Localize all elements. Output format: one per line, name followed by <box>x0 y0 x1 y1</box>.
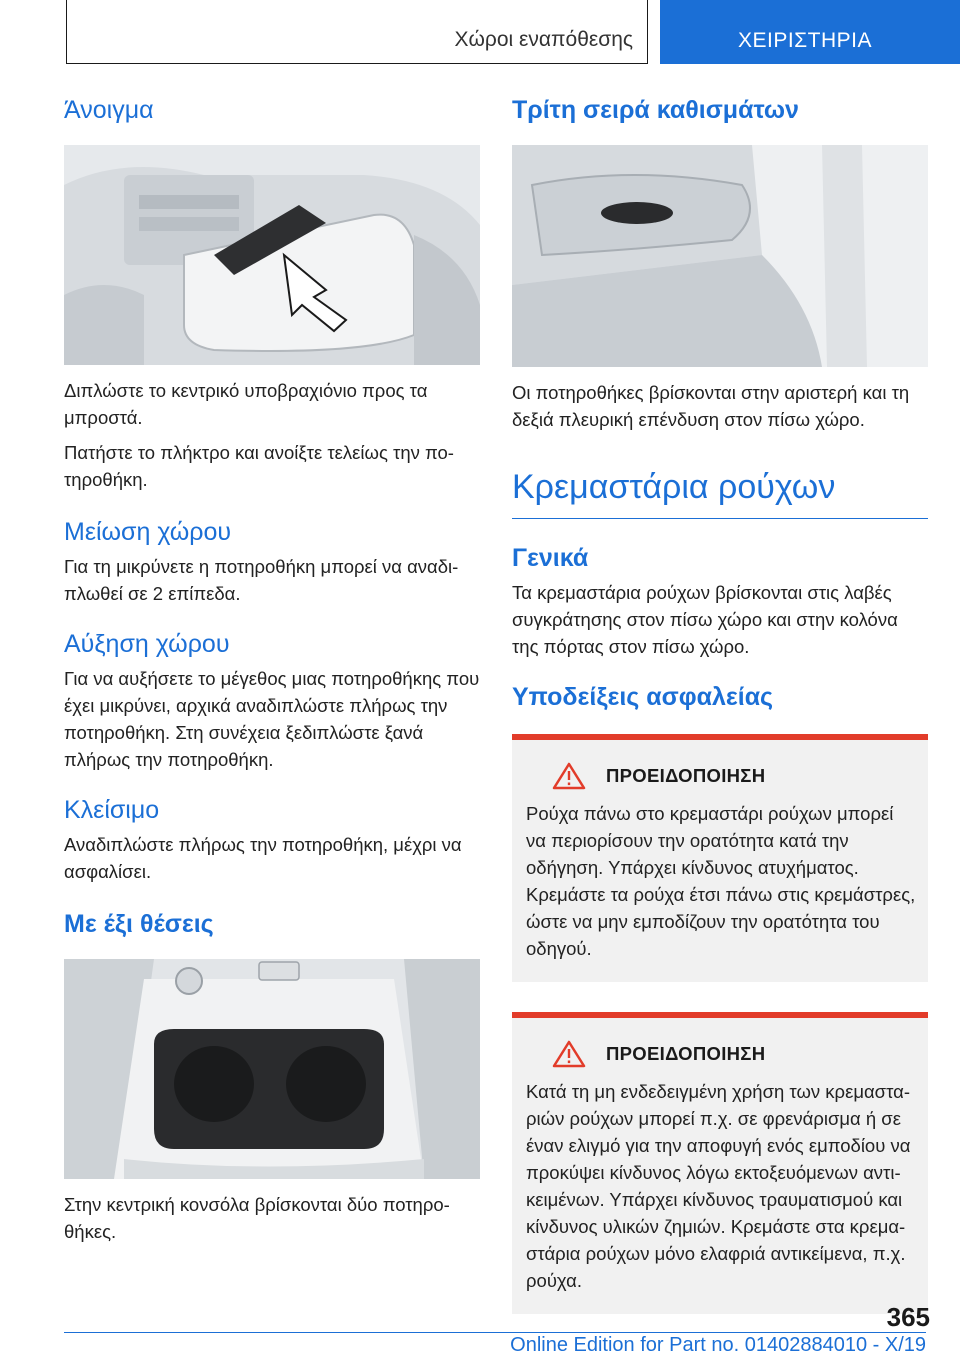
general-text: Τα κρεμαστάρια ρούχων βρίσκονται στις λαβές συγκράτησης στον πίσω χώρο και στην κολόνα της πόρτας στον πίσω χώρο. <box>512 581 898 657</box>
close-title: Κλείσιμο <box>64 796 160 824</box>
page-header <box>0 0 960 66</box>
cupholder-console-photo <box>64 959 480 1179</box>
enlarge-text: Για να αυξήσετε το μέγεθος μιας ποτηροθήκης που έχει μικρύνει, αρχικά αναδιπλώστε πλήρως την ποτηροθήκη. Στη συνέχεια ξεδιπλώστε ξανά πλήρως την ποτηροθήκη. <box>64 668 480 770</box>
close-text: Αναδιπλώστε πλήρως την ποτηροθήκη, μέχρι να ασφαλίσει. <box>64 834 462 882</box>
safety-title: Υποδείξεις ασφαλείας <box>512 682 774 711</box>
header-section-box <box>66 0 648 64</box>
warning-box-1 <box>512 734 928 982</box>
header-manual-title: ΧΕΙΡΙΣΤΗΡΙΑ <box>737 29 872 52</box>
armrest-photo <box>64 145 480 365</box>
warning-1-label: ΠΡΟΕΙΔΟΠΟΙΗΣΗ <box>606 764 766 786</box>
six-seats-text: Στην κεντρική κονσόλα βρίσκονται δύο ποτηρο-θήκες. <box>64 1194 450 1242</box>
warning-2-label: ΠΡΟΕΙΔΟΠΟΙΗΣΗ <box>606 1042 766 1064</box>
reduce-text: Για τη μικρύνετε η ποτηροθήκη μπορεί να αναδι-πλωθεί σε 2 επίπεδα. <box>64 556 459 604</box>
warning-box-2 <box>512 1012 928 1314</box>
third-row-photo <box>512 145 928 367</box>
page-number: 365 <box>886 1302 930 1332</box>
header-section-title: Χώροι εναπόθεσης <box>454 28 633 51</box>
opening-text-2: Πατήστε το πλήκτρο και ανοίξτε τελείως την πο-τηροθήκη. <box>64 442 454 490</box>
right-column <box>512 95 928 1314</box>
footer-rule <box>64 1332 926 1333</box>
warning-triangle-icon <box>552 1040 586 1068</box>
warning-1-text: Ρούχα πάνω στο κρεμαστάρι ρούχων μπορεί να περιορίσουν την ορατότητα κατά την οδήγηση. Υπάρχει κίνδυνος ατυχήματος. Κρεμάστε τα ρούχα έτσι πάνω στις κρεμάστρες, ώστε να μην εμποδίζουν την ορατότητα του οδηγού. <box>526 802 916 959</box>
opening-title: Άνοιγμα <box>64 96 154 124</box>
warning-triangle-icon <box>552 762 586 790</box>
hangers-title: Κρεμαστάρια ρούχων <box>512 467 928 519</box>
reduce-title: Μείωση χώρου <box>64 518 232 546</box>
third-row-title: Τρίτη σειρά καθισμάτων <box>512 96 799 124</box>
six-seats-title: Με έξι θέσεις <box>64 910 214 938</box>
left-column <box>64 95 480 1245</box>
header-manual-tab <box>660 0 960 64</box>
warning-2-text: Κατά τη μη ενδεδειγμένη χρήση των κρεμαστα-ριών ρούχων μπορεί π.χ. σε φρενάρισμα ή σε έναν ελιγμό για την αποφυγή ενός εμποδίου να προκύψει κίνδυνος λόγω εκτοξευόμενων αντι-κειμένων. Υπάρχει κίνδυνος τραυματισμού και κίνδυνος υλικών ζημιών. Κρεμάστε στα κρεμα-στάρια ρούχων μόνο ελαφριά αντικείμενα, π.χ. ρούχα. <box>526 1080 911 1291</box>
enlarge-title: Αύξηση χώρου <box>64 630 230 658</box>
opening-text-1: Διπλώστε το κεντρικό υποβραχιόνιο προς τα μπροστά. <box>64 380 428 428</box>
third-row-text: Οι ποτηροθήκες βρίσκονται στην αριστερή και τη δεξιά πλευρική επένδυση στον πίσω χώρο. <box>512 382 910 430</box>
footer-edition: Online Edition for Part no. 01402884010 - X/19 <box>510 1334 926 1356</box>
general-title: Γενικά <box>512 543 589 572</box>
